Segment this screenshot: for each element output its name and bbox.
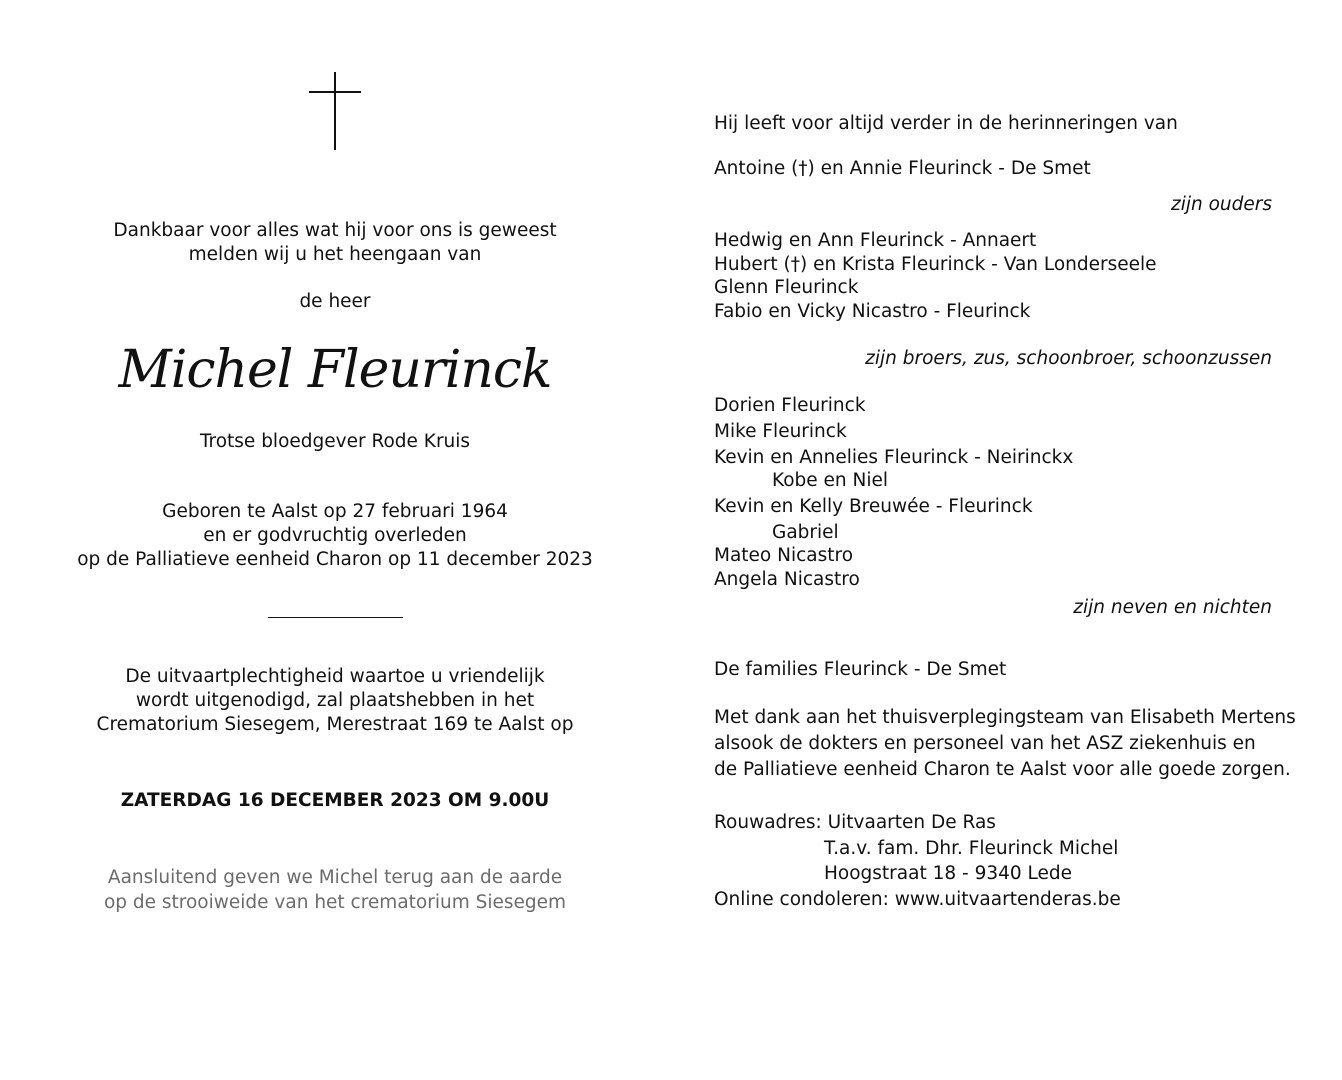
cross-icon [309, 72, 361, 150]
nephew-1: Dorien Fleurinck [714, 395, 866, 416]
online-condolences: Online condoleren: www.uitvaartenderas.be [714, 889, 1121, 910]
sibling-3: Glenn Fleurinck [714, 277, 859, 298]
intro-line-1: Dankbaar voor alles wat hij voor ons is geweest [113, 220, 557, 241]
address-label: Rouwadres: Uitvaarten De Ras [714, 812, 996, 833]
memory-heading: Hij leeft voor altijd verder in de herinneringen van [714, 113, 1178, 134]
divider [268, 617, 403, 618]
families: De families Fleurinck - De Smet [714, 659, 1007, 680]
invite-line-2: wordt uitgenodigd, zal plaatshebben in het [135, 690, 535, 711]
nephew-5: Mateo Nicastro [714, 545, 854, 566]
thanks-line-3: de Palliatieve eenheid Charon te Aalst voor alle goede zorgen. [714, 759, 1291, 780]
parents: Antoine (†) en Annie Fleurinck - De Smet [714, 158, 1091, 179]
siblings-label: zijn broers, zus, schoonbroer, schoonzussen [865, 348, 1272, 369]
nephew-4-children: Gabriel [772, 522, 839, 543]
thanks-line-2: alsook de dokters en personeel van het ASZ ziekenhuis en [714, 733, 1256, 754]
sibling-2: Hubert (†) en Krista Fleurinck - Van Londerseele [714, 254, 1157, 275]
intro-line-2: melden wij u het heengaan van [188, 244, 482, 265]
born-line-2: en er godvruchtig overleden [203, 525, 467, 546]
nephew-6: Angela Nicastro [714, 569, 860, 590]
deceased-name: Michel Fleurinck [118, 340, 552, 400]
honorific: de heer [299, 291, 371, 312]
nephews-label: zijn neven en nichten [1073, 597, 1272, 618]
nephew-3: Kevin en Annelies Fleurinck - Neirinckx [714, 447, 1074, 468]
thanks-line-1: Met dank aan het thuisverplegingsteam van Elisabeth Mertens [714, 707, 1296, 728]
born-line-3: op de Palliatieve eenheid Charon op 11 december 2023 [77, 549, 593, 570]
nephew-2: Mike Fleurinck [714, 421, 847, 442]
invite-line-1: De uitvaartplechtigheid waartoe u vriendelijk [125, 666, 545, 687]
sibling-4: Fabio en Vicky Nicastro - Fleurinck [714, 301, 1031, 322]
after-line-1: Aansluitend geven we Michel terug aan de aarde [107, 867, 563, 888]
address-line-2: Hoogstraat 18 - 9340 Lede [824, 863, 1073, 884]
born-line-1: Geboren te Aalst op 27 februari 1964 [162, 501, 508, 522]
parents-label: zijn ouders [1170, 194, 1272, 215]
nephew-3-children: Kobe en Niel [772, 470, 889, 491]
address-line-1: T.a.v. fam. Dhr. Fleurinck Michel [824, 838, 1119, 859]
subtitle: Trotse bloedgever Rode Kruis [199, 431, 471, 452]
invite-line-3: Crematorium Siesegem, Merestraat 169 te Aalst op [96, 714, 574, 735]
ceremony-date: ZATERDAG 16 DECEMBER 2023 OM 9.00U [120, 790, 550, 811]
nephew-4: Kevin en Kelly Breuwée - Fleurinck [714, 496, 1033, 517]
after-line-2: op de strooiweide van het crematorium Siesegem [103, 892, 567, 913]
sibling-1: Hedwig en Ann Fleurinck - Annaert [714, 230, 1037, 251]
